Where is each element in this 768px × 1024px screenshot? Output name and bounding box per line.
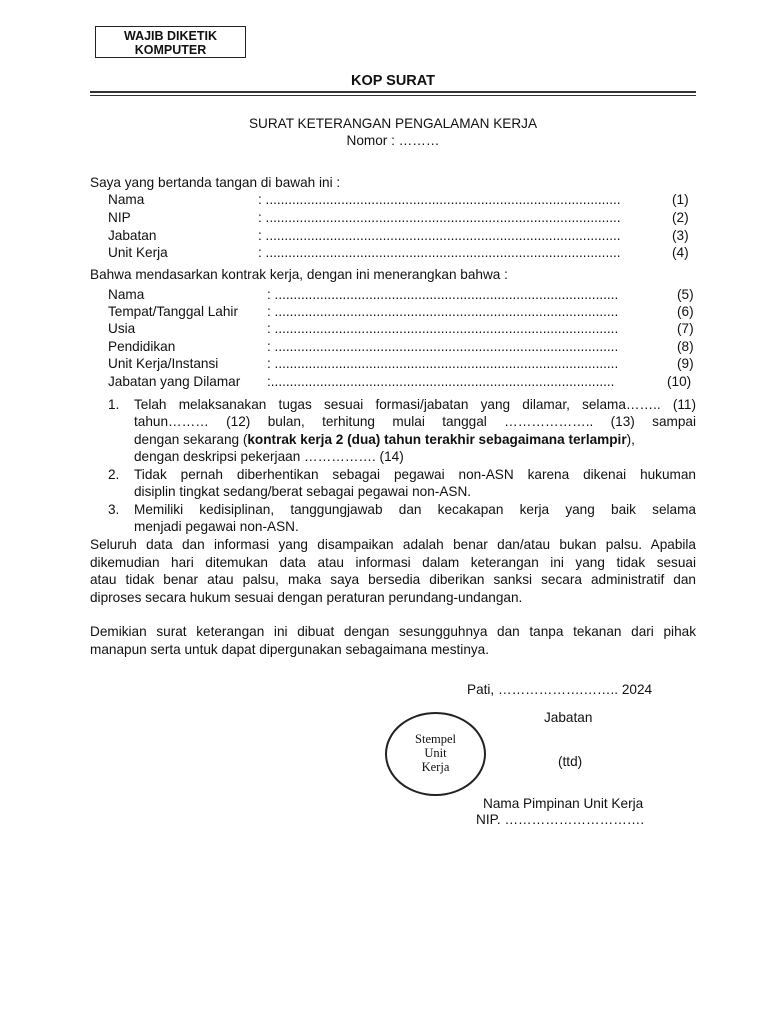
field-number: (5)	[677, 287, 694, 302]
subject-field-row	[0, 355, 768, 372]
subject-field-row	[0, 373, 768, 390]
field-label: Unit Kerja	[108, 245, 168, 260]
field-label: Unit Kerja/Instansi	[108, 356, 219, 371]
field-label: Jabatan	[108, 228, 157, 243]
subject-field-row	[0, 286, 768, 303]
stamp-circle	[385, 712, 486, 796]
letterhead-rule-thick	[90, 91, 696, 93]
signer-field-row	[0, 209, 768, 226]
field-label: Nama	[108, 192, 145, 207]
point-number: 3.	[108, 502, 120, 517]
subject-field-row	[0, 303, 768, 320]
point-line: menjadi pegawai non-ASN.	[134, 519, 299, 534]
point-text: ),	[626, 432, 635, 447]
field-label: Jabatan yang Dilamar	[108, 374, 241, 389]
signer-name: Nama Pimpinan Unit Kerja	[483, 796, 644, 811]
signer-position: Jabatan	[544, 710, 593, 725]
field-value: : ...........................................................................................	[267, 356, 619, 371]
field-number: (9)	[677, 356, 694, 371]
signature-placeholder: (ttd)	[558, 754, 583, 769]
place-date: Pati, ……………….…….. 2024	[467, 682, 653, 697]
badge-line-2: KOMPUTER	[134, 43, 207, 57]
badge-line-1: WAJIB DIKETIK	[123, 29, 218, 43]
field-number: (7)	[677, 321, 694, 336]
point-bold-text: kontrak kerja 2 (dua) tahun terakhir sebagaimana terlampir	[247, 432, 627, 447]
stamp-text-line: Unit	[424, 746, 447, 760]
field-value: : ..............................................................................................	[258, 210, 621, 225]
field-number: (3)	[672, 228, 689, 243]
signer-field-row	[0, 244, 768, 261]
subject-field-row	[0, 320, 768, 337]
point-text: dengan sekarang (	[134, 432, 248, 447]
signer-field-row	[0, 191, 768, 208]
letterhead-rule-thin	[90, 95, 696, 96]
field-number: (6)	[677, 304, 694, 319]
stamp-text-line: Kerja	[421, 760, 450, 774]
declaration-line: dikemudian hari ditemukan data atau informasi dalam keterangan ini yang tidak sesuai	[90, 555, 696, 570]
statement-text: Bahwa mendasarkan kontrak kerja, dengan ini menerangkan bahwa :	[90, 267, 508, 282]
field-number: (4)	[672, 245, 689, 260]
point-line	[134, 432, 635, 447]
typing-required-badge	[95, 26, 246, 58]
point-line: dengan deskripsi pekerjaan ……………. (14)	[134, 449, 404, 464]
point-line: tahun……… (12) bulan, terhitung mulai tanggal ……………….. (13) sampai	[134, 414, 696, 429]
closing-line: Demikian surat keterangan ini dibuat dengan sesungguhnya dan tanpa tekanan dari pihak	[90, 624, 696, 639]
point-line: disiplin tingkat sedang/berat sebagai pegawai non-ASN.	[134, 484, 472, 499]
letterhead-title: KOP SURAT	[350, 73, 436, 89]
field-value: : ..............................................................................................	[258, 245, 621, 260]
document-number: Nomor : ………	[346, 133, 440, 148]
field-label: Pendidikan	[108, 339, 176, 354]
field-number: (8)	[677, 339, 694, 354]
field-value: : ..............................................................................................	[258, 228, 621, 243]
document-title: SURAT KETERANGAN PENGALAMAN KERJA	[248, 116, 538, 131]
signer-field-row	[0, 227, 768, 244]
field-value: : ...........................................................................................	[267, 287, 619, 302]
signer-nip: NIP. ………………………….	[476, 812, 645, 827]
field-value: : ...........................................................................................	[267, 339, 619, 354]
field-label: Usia	[108, 321, 136, 336]
field-number: (1)	[672, 192, 689, 207]
intro-text: Saya yang bertanda tangan di bawah ini :	[90, 175, 341, 190]
field-label: NIP	[108, 210, 131, 225]
field-value: : ..............................................................................................	[258, 192, 621, 207]
field-label: Tempat/Tanggal Lahir	[108, 304, 238, 319]
closing-line: manapun serta untuk dapat dipergunakan sebagaimana mestinya.	[90, 642, 490, 657]
field-value: : ...........................................................................................	[267, 321, 619, 336]
point-line: Memiliki kedisiplinan, tanggungjawab dan kecakapan kerja yang baik selama	[134, 502, 696, 517]
point-number: 1.	[108, 397, 120, 412]
point-line: Telah melaksanakan tugas sesuai formasi/jabatan yang dilamar, selama…….. (11)	[134, 397, 696, 412]
field-label: Nama	[108, 287, 145, 302]
declaration-line: atau tidak benar atau palsu, maka saya bersedia diberikan sanksi secara administratif dan	[90, 572, 696, 587]
point-number: 2.	[108, 467, 120, 482]
field-value: :...........................................................................................	[267, 374, 615, 389]
stamp-text-line: Stempel	[415, 732, 456, 746]
field-number: (2)	[672, 210, 689, 225]
declaration-line: diproses secara hukum sesuai dengan peraturan perundang-undangan.	[90, 590, 523, 605]
subject-field-row	[0, 338, 768, 355]
field-value: : ...........................................................................................	[267, 304, 619, 319]
declaration-line: Seluruh data dan informasi yang disampaikan adalah benar dan/atau bukan palsu. Apabila	[90, 537, 696, 552]
point-line: Tidak pernah diberhentikan sebagai pegawai non-ASN karena dikenai hukuman	[134, 467, 696, 482]
field-number: (10)	[667, 374, 692, 389]
